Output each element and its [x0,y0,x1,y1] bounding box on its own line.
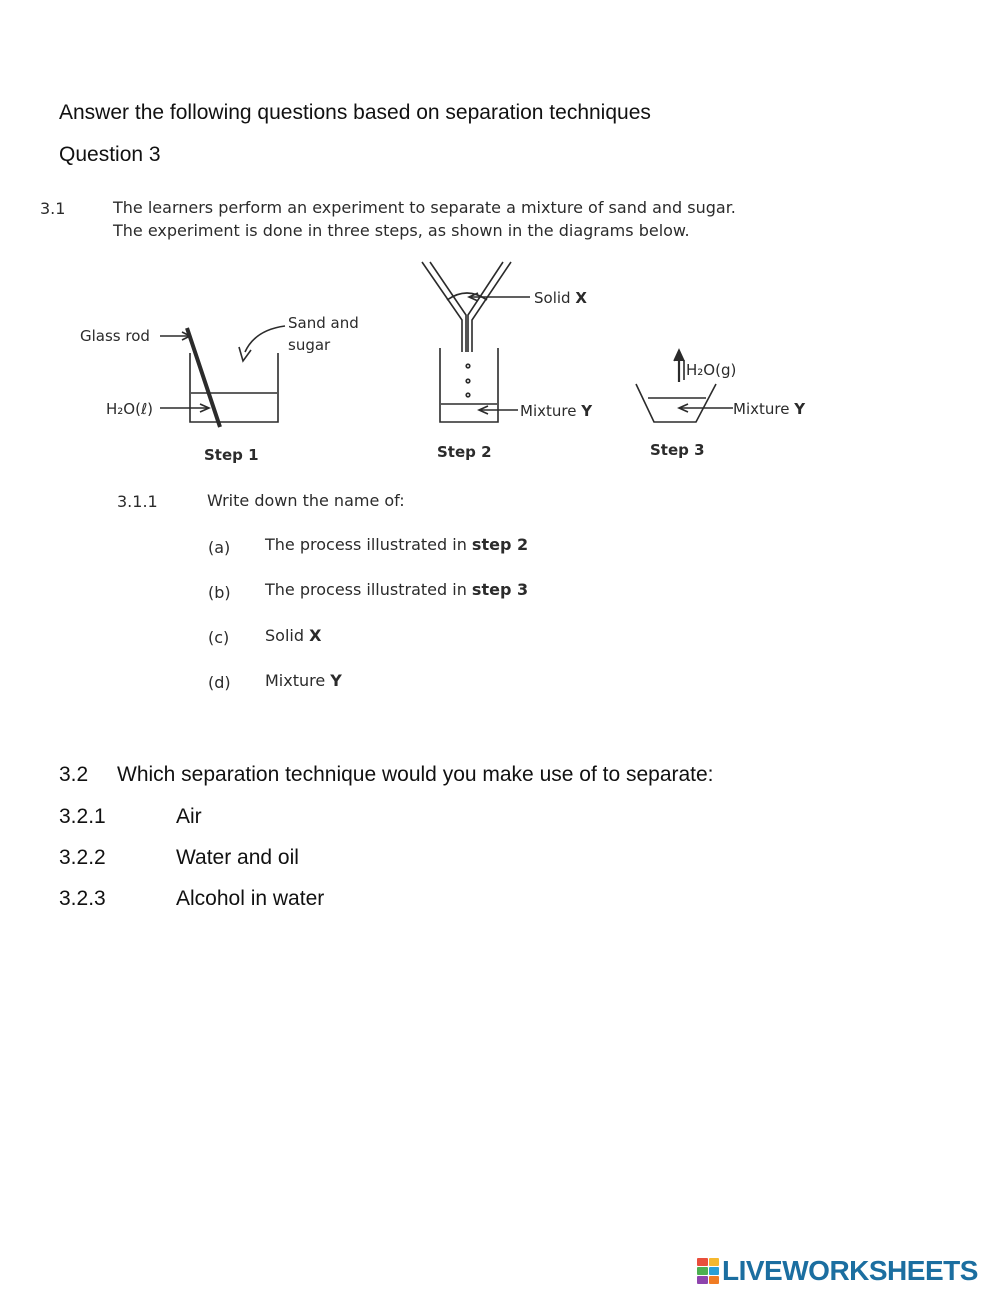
step3-dish [636,384,716,422]
logo-block [709,1276,720,1284]
question-3-1-1-prompt: Write down the name of: [207,491,405,510]
step1-sand-sugar-label-1: Sand and [288,314,359,332]
logo-block [697,1267,708,1275]
item-c-letter: (c) [208,628,230,647]
item-d-text: Mixture Y [265,671,342,690]
step2-funnel [422,262,462,352]
step2-solid-label: Solid X [534,289,587,307]
question-3-1-number: 3.1 [40,199,66,218]
question-3-2-2-text: Water and oil [176,846,299,869]
logo-block [709,1258,720,1266]
step2-beaker [440,348,498,422]
step1-caption: Step 1 [204,446,259,464]
step1-beaker [190,353,278,422]
step1-glass-rod [187,328,220,427]
question-3-2-2-number: 3.2.2 [59,846,106,869]
step1-sand-sugar-label-2: sugar [288,336,331,354]
question-3-2-3-text: Alcohol in water [176,887,325,910]
step2-caption: Step 2 [437,443,492,461]
liveworksheets-logo [697,1254,978,1288]
logo-mark-icon [697,1258,719,1284]
step1-water-label: H₂O(ℓ) [106,400,153,418]
item-b-letter: (b) [208,583,231,602]
item-d-letter: (d) [208,673,231,692]
item-c-text: Solid X [265,626,322,645]
step3-vapour-label: H₂O(g) [686,361,737,379]
step3-mixture-label: Mixture Y [733,400,806,418]
item-b-text: The process illustrated in step 3 [265,580,529,599]
step1-glass-rod-label: Glass rod [80,327,150,345]
step3-caption: Step 3 [650,441,705,459]
question-3-2-1-number: 3.2.1 [59,805,106,828]
item-a-text: The process illustrated in step 2 [265,535,529,554]
item-a-letter: (a) [208,538,231,557]
question-3-2-3-number: 3.2.3 [59,887,106,910]
question-3-1-line1: The learners perform an experiment to separate a mixture of sand and sugar. [113,198,736,217]
logo-block [709,1267,720,1275]
logo-block [697,1258,708,1266]
question-3-1-line2: The experiment is done in three steps, as shown in the diagrams below. [113,221,690,240]
instruction-text: Answer the following questions based on separation techniques [59,101,651,124]
question-3-1-1-number: 3.1.1 [117,492,158,511]
step1-curved-arrow [245,326,285,352]
question-heading: Question 3 [59,143,161,166]
question-3-2-prompt: Which separation technique would you make use of to separate: [117,763,714,786]
question-3-2-1-text: Air [176,805,202,828]
logo-text: LIVEWORKSHEETS [722,1255,978,1286]
logo-block [697,1276,708,1284]
question-3-2-number: 3.2 [59,763,89,786]
separation-diagram [0,250,1000,480]
step2-mixture-label: Mixture Y [520,402,593,420]
